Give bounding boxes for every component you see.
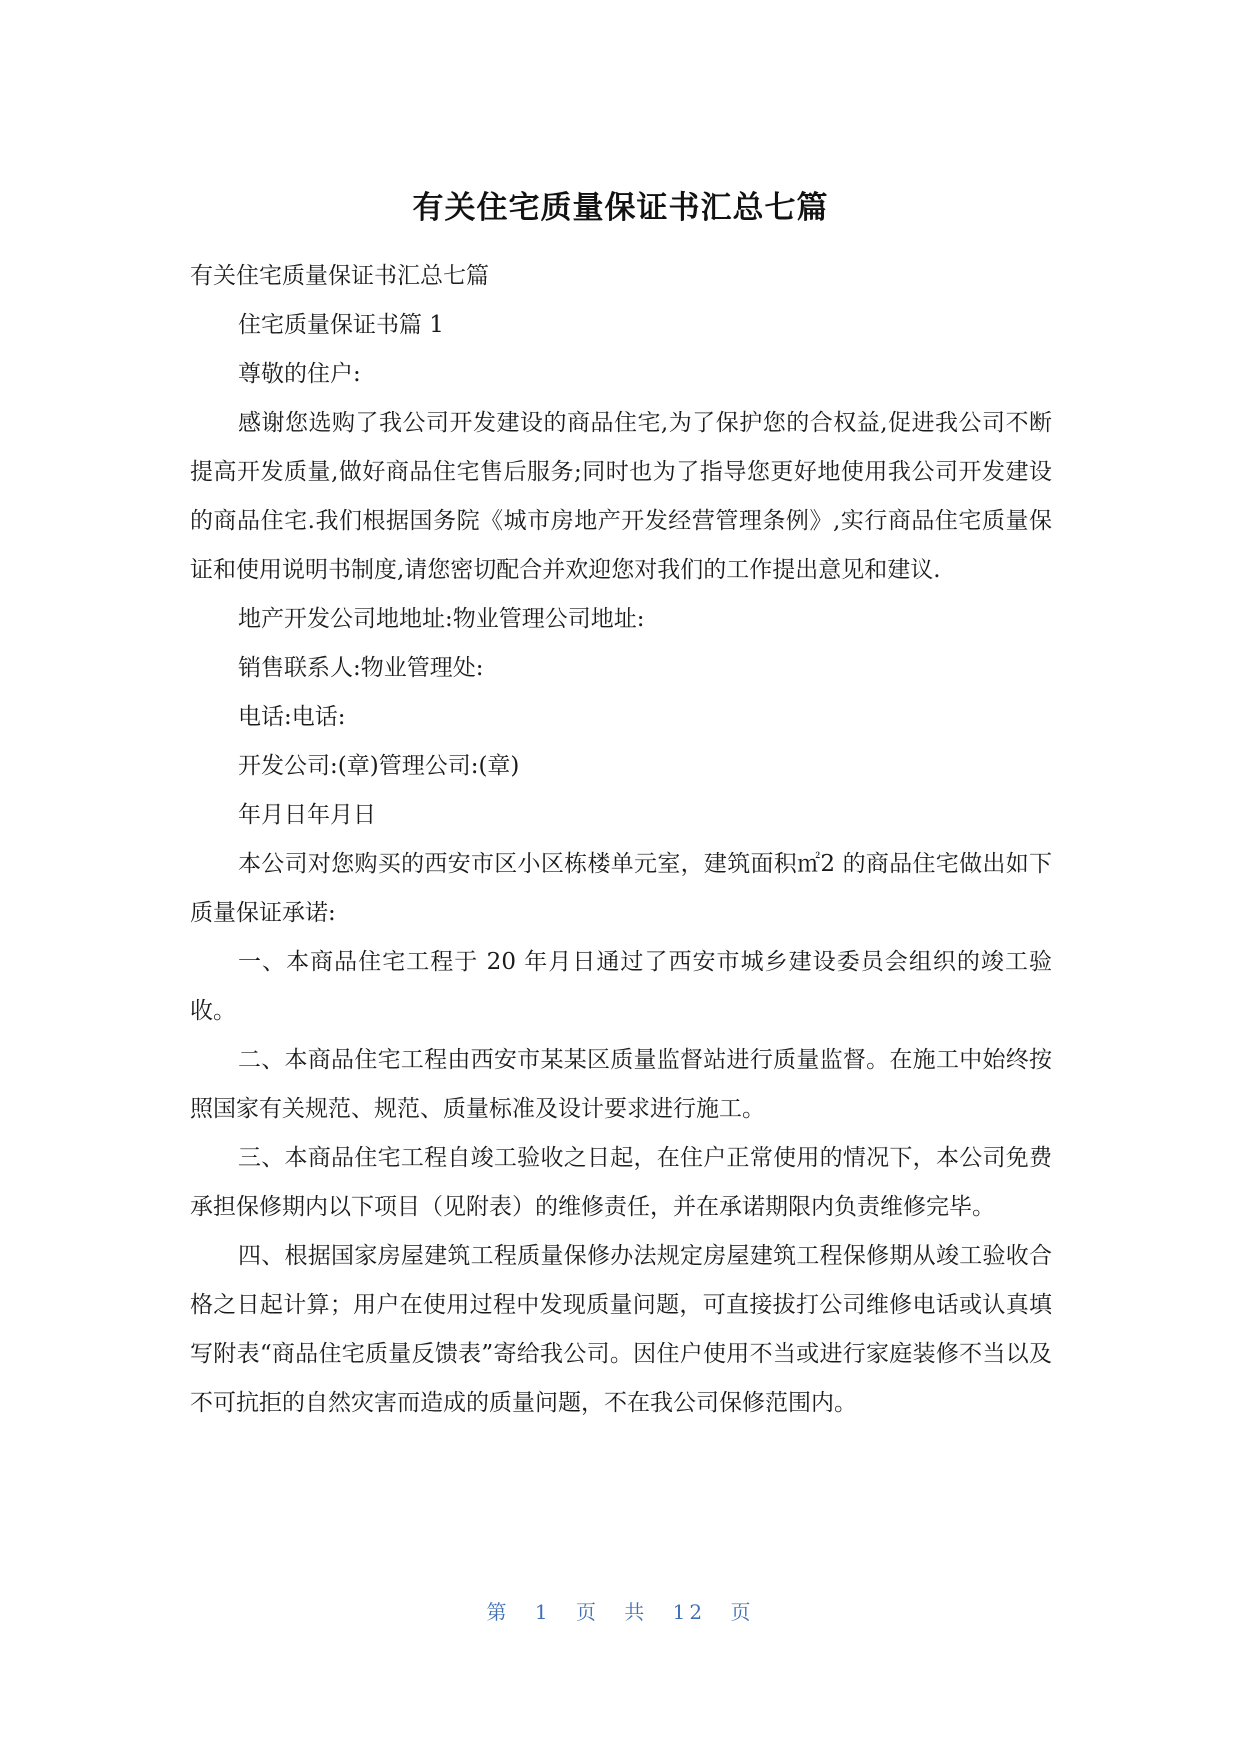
- phone-line: 电话:电话:: [238, 704, 346, 730]
- commitment-paragraph: 本公司对您购买的西安市区小区栋楼单元室，建筑面积㎡2 的商品住宅做出如下质量保证承诺:: [190, 851, 1052, 926]
- clause-1: 一、本商品住宅工程于 20 年月日通过了西安市城乡建设委员会组织的竣工验收。: [190, 949, 1052, 1024]
- subtitle-line: 有关住宅质量保证书汇总七篇: [190, 263, 489, 289]
- seal-line: 开发公司:(章)管理公司:(章): [238, 753, 520, 779]
- document-title: 有关住宅质量保证书汇总七篇: [412, 190, 829, 226]
- clause-3: 三、本商品住宅工程自竣工验收之日起，在住户正常使用的情况下，本公司免费承担保修期内以下项目（见附表）的维修责任，并在承诺期限内负责维修完毕。: [190, 1145, 1052, 1220]
- clause-2: 二、本商品住宅工程由西安市某某区质量监督站进行质量监督。在施工中始终按照国家有关规范、规范、质量标准及设计要求进行施工。: [190, 1047, 1052, 1122]
- intro-paragraph: 感谢您选购了我公司开发建设的商品住宅,为了保护您的合权益,促进我公司不断提高开发质量,做好商品住宅售后服务;同时也为了指导您更好地使用我公司开发建设的商品住宅.我们根据国务院《城市房地产开发经营管理条例》,实行商品住宅质量保证和使用说明书制度,请您密切配合并欢迎您对我们的工作提出意见和建议.: [190, 410, 1052, 583]
- document-body: [190, 252, 1052, 1428]
- contact-line: 销售联系人:物业管理处:: [238, 655, 484, 681]
- section-heading: 住宅质量保证书篇 1: [238, 312, 444, 338]
- date-line: 年月日年月日: [238, 802, 376, 828]
- address-line: 地产开发公司地地址:物业管理公司地址:: [238, 606, 645, 632]
- page-number-footer: 第 1 页 共 12 页: [486, 1600, 755, 1624]
- salutation: 尊敬的住户:: [238, 361, 361, 387]
- clause-4: 四、根据国家房屋建筑工程质量保修办法规定房屋建筑工程保修期从竣工验收合格之日起计算；用户在使用过程中发现质量问题，可直接拔打公司维修电话或认真填写附表“商品住宅质量反馈表”寄给我公司。因住户使用不当或进行家庭装修不当以及不可抗拒的自然灾害而造成的质量问题，不在我公司保修范围内。: [190, 1243, 1052, 1416]
